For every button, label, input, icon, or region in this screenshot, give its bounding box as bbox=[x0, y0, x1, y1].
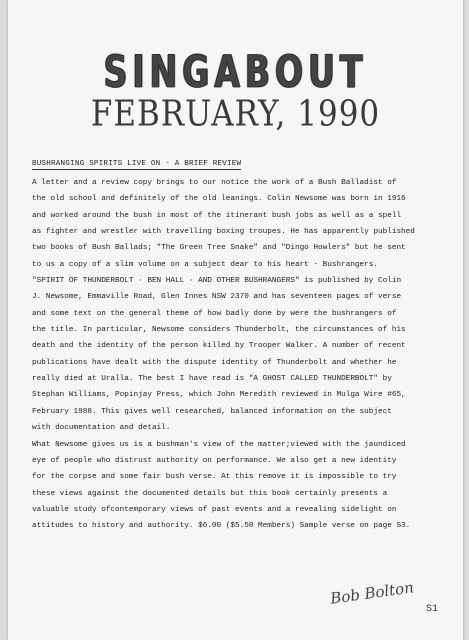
article-line: with documentation and detail. bbox=[32, 424, 171, 433]
article-line: J. Newsome, Emmaville Road, Glen Innes NSW 2370 and has seventeen pages of verse bbox=[32, 293, 402, 302]
article-line: A letter and a review copy brings to our notice the work of a Bush Balladist of bbox=[32, 179, 397, 187]
article-line: February 1988. This gives well researched, balanced information on the subject bbox=[32, 407, 392, 416]
article-line: eye of people who distrust authority on performance. We also get a new identity bbox=[32, 456, 397, 465]
article-line: attitudes to history and authority. $6.00 ($5.50 Members) Sample verse on page S3. bbox=[32, 522, 411, 531]
masthead-date: FEBRUARY, 1990 bbox=[90, 93, 381, 135]
document-page bbox=[8, 0, 463, 640]
article-line: the title. In particular, Newsome considers Thunderbolt, the circumstances of his bbox=[32, 326, 406, 335]
article-body bbox=[32, 175, 452, 535]
article-line: death and the identity of the person killed by Trooper Walker. A number of recent bbox=[32, 342, 406, 351]
article-line: and some text on the general theme of how badly done by were the bushrangers of bbox=[32, 309, 397, 318]
article-line: as fighter and wrestler with travelling boxing troupes. He has apparently published bbox=[32, 228, 415, 237]
article-line: to us a copy of a slim volume on a subject dear to his heart - Bushrangers. bbox=[32, 260, 378, 269]
article-line: really died at Uralla. The best I have read is "A GHOST CALLED THUNDERBOLT" by bbox=[32, 375, 392, 384]
article-line: for the corpse and some fair bush verse. At this remove it is impossible to try bbox=[32, 473, 397, 482]
article-line: Stephan Williams, Popinjay Press, which John Meredith reviewed in Mulga Wire #65, bbox=[32, 391, 406, 400]
article-line: these views against the documented details but this book certainly presents a bbox=[32, 489, 388, 498]
review-article bbox=[32, 152, 452, 535]
handwritten-signature: Bob Bolton bbox=[329, 578, 415, 608]
masthead-title: SINGABOUT bbox=[103, 45, 368, 98]
article-line: publications have dealt with the dispute identity of Thunderbolt and whether he bbox=[32, 358, 397, 367]
article-line: the old school and definitely of the old leanings. Colin Newsome was born in 1916 bbox=[32, 195, 406, 204]
article-line: two books of Bush Ballads; "The Green Tree Snake" and "Dingo Howlers" but he sent bbox=[32, 244, 406, 253]
article-line: valuable study ofcontemporary views of past events and a revealing sidelight on bbox=[32, 505, 397, 514]
page-number: S1 bbox=[426, 604, 439, 615]
article-line: and worked around the bush in most of the itinerant bush jobs as well as a spell bbox=[32, 211, 402, 220]
article-line: "SPIRIT OF THUNDERBOLT · BEN HALL · AND OTHER BUSHRANGERS" is published by Colin bbox=[32, 277, 402, 286]
article-heading: BUSHRANGING SPIRITS LIVE ON - A BRIEF REVIEW bbox=[32, 160, 242, 168]
article-line: What Newsome gives us is a bushman's view of the matter;viewed with the jaundiced bbox=[32, 440, 406, 449]
